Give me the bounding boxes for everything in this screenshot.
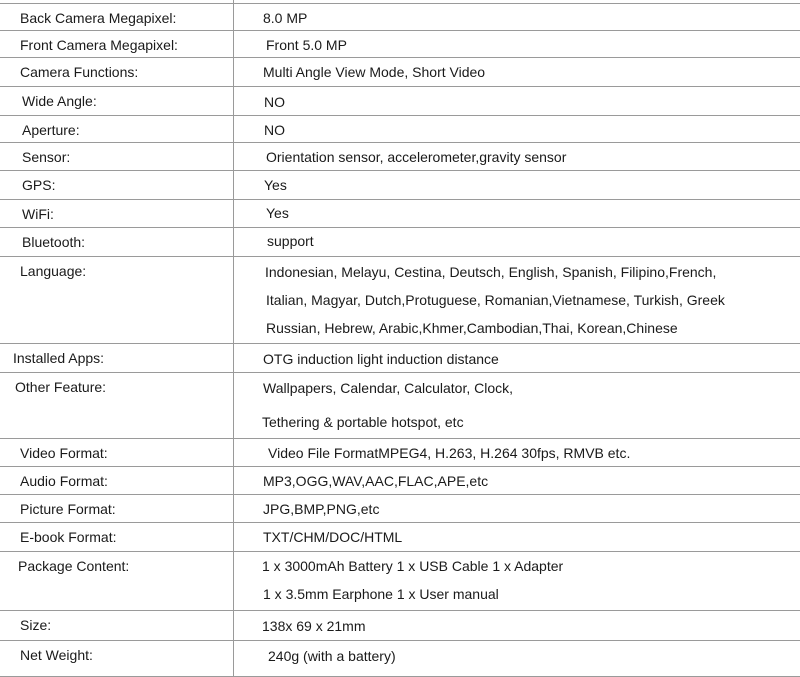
spec-value: 1 x 3.5mm Earphone 1 x User manual xyxy=(263,586,499,602)
spec-label: Back Camera Megapixel: xyxy=(20,10,177,26)
spec-value: Italian, Magyar, Dutch,Protuguese, Romanian,Vietnamese, Turkish, Greek xyxy=(266,292,725,308)
spec-label: E-book Format: xyxy=(20,529,117,545)
row-divider xyxy=(0,372,800,373)
spec-value: OTG induction light induction distance xyxy=(263,351,499,367)
spec-label: GPS: xyxy=(22,177,56,193)
column-divider xyxy=(233,0,234,677)
spec-label: WiFi: xyxy=(22,206,54,222)
row-divider xyxy=(0,227,800,228)
spec-value: NO xyxy=(264,94,285,110)
row-divider xyxy=(0,86,800,87)
spec-value: NO xyxy=(264,122,285,138)
spec-label: Wide Angle: xyxy=(22,93,97,109)
spec-value: 1 x 3000mAh Battery 1 x USB Cable 1 x Adapter xyxy=(262,558,564,574)
spec-value: Multi Angle View Mode, Short Video xyxy=(263,64,486,80)
spec-label: Audio Format: xyxy=(20,473,108,489)
spec-value: Front 5.0 MP xyxy=(266,37,347,53)
spec-label: Aperture: xyxy=(22,122,80,138)
spec-label: Front Camera Megapixel: xyxy=(20,37,178,53)
spec-label: Picture Format: xyxy=(20,501,116,517)
spec-value: Yes xyxy=(266,205,289,221)
spec-label: Language: xyxy=(20,263,87,279)
spec-label: Package Content: xyxy=(18,558,130,574)
spec-label: Net Weight: xyxy=(20,647,93,663)
spec-value: 240g (with a battery) xyxy=(268,648,396,664)
row-divider xyxy=(0,494,800,495)
spec-value: Indonesian, Melayu, Cestina, Deutsch, English, Spanish, Filipino,French, xyxy=(265,264,717,280)
row-divider xyxy=(0,343,800,344)
row-divider xyxy=(0,256,800,257)
spec-value: Russian, Hebrew, Arabic,Khmer,Cambodian,Thai, Korean,Chinese xyxy=(266,320,678,336)
spec-label: Video Format: xyxy=(20,445,108,461)
spec-value: JPG,BMP,PNG,etc xyxy=(263,501,380,517)
spec-value: 138x 69 x 21mm xyxy=(262,618,366,634)
spec-label: Sensor: xyxy=(22,149,71,165)
spec-value: Yes xyxy=(264,177,287,193)
spec-value: Orientation sensor, accelerometer,gravity sensor xyxy=(266,149,567,165)
spec-value: Wallpapers, Calendar, Calculator, Clock, xyxy=(263,380,514,396)
spec-value: support xyxy=(267,233,314,249)
spec-value: Tethering & portable hotspot, etc xyxy=(262,414,464,430)
row-divider xyxy=(0,115,800,116)
spec-label: Bluetooth: xyxy=(22,234,86,250)
row-divider xyxy=(0,199,800,200)
spec-value: 8.0 MP xyxy=(263,10,308,26)
spec-value: MP3,OGG,WAV,AAC,FLAC,APE,etc xyxy=(263,473,489,489)
row-divider xyxy=(0,170,800,171)
spec-label: Other Feature: xyxy=(15,379,107,395)
spec-value: Video File FormatMPEG4, H.263, H.264 30fps, RMVB etc. xyxy=(268,445,631,461)
row-divider xyxy=(0,610,800,611)
row-divider xyxy=(0,640,800,641)
spec-label: Size: xyxy=(20,617,52,633)
spec-value: TXT/CHM/DOC/HTML xyxy=(263,529,403,545)
spec-label: Camera Functions: xyxy=(20,64,139,80)
spec-label: Installed Apps: xyxy=(13,350,105,366)
